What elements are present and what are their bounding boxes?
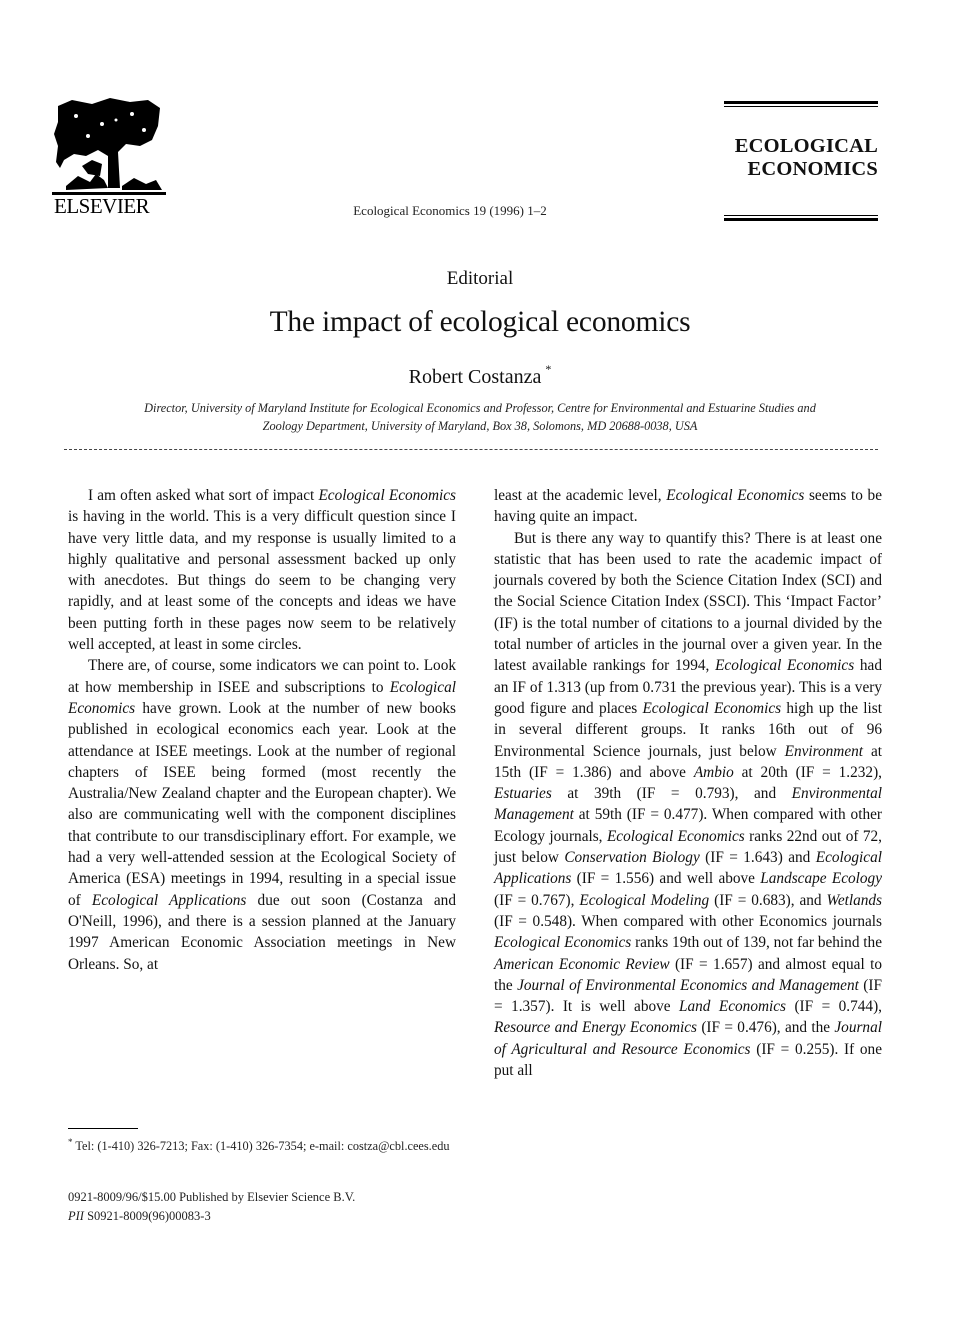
italic-reference: Ecological Modeling	[579, 891, 710, 909]
italic-reference: Ecological Economics	[318, 487, 456, 504]
text-run: at 20th (IF = 1.232),	[733, 763, 882, 781]
body-column-right	[494, 485, 882, 1081]
journal-citation: Ecological Economics 19 (1996) 1–2	[353, 203, 547, 218]
text-run: at 15th (IF = 1.386) and above	[494, 742, 882, 781]
author-name: Robert Costanza	[408, 366, 542, 388]
footnote-mark: *	[68, 1137, 73, 1147]
masthead-rule-bottom	[724, 215, 878, 221]
text-run: had an IF of 1.313 (up from 0.731 the previous year). This is a very good figure and places	[494, 657, 882, 717]
italic-reference: Ambio	[693, 763, 734, 781]
italic-reference: Environmental Management	[494, 785, 882, 824]
italic-reference: Conservation Biology	[564, 849, 700, 867]
italic-reference: Journal of Environmental Economics and Management	[517, 976, 859, 994]
text-run: at 39th (IF = 0.793), and	[551, 785, 792, 803]
elsevier-tree-icon	[52, 96, 166, 196]
text-run: ranks 19th out of 139, not far behind the	[631, 934, 882, 952]
text-run: due out soon (Costanza and O'Neill, 1996), and there is a session planned at the January 1997 American Economic Association meetings in New Orleans. So, at	[68, 891, 456, 973]
text-run: (IF = 0.683), and	[709, 891, 827, 909]
masthead-rule-top	[724, 101, 878, 107]
italic-reference: Ecological Economics	[494, 934, 632, 952]
footnote-text: Tel: (1-410) 326-7213; Fax: (1-410) 326-7354; e-mail: costza@cbl.cees.edu	[75, 1139, 450, 1154]
header-divider	[64, 449, 878, 450]
body-column-left	[68, 485, 456, 975]
text-run: (IF = 0.255). If one put all	[494, 1040, 882, 1080]
text-run: (IF = 0.476), and the	[697, 1019, 835, 1037]
text-run: I am often asked what sort of impact	[88, 487, 319, 504]
text-run: There are, of course, some indicators we can point to. Look at how membership in ISEE and subscriptions to	[68, 657, 456, 696]
author-affiliation	[64, 399, 896, 435]
text-run: ranks 22nd out of 72, just below	[494, 827, 882, 867]
section-label: Editorial	[446, 268, 514, 289]
body-paragraph	[494, 485, 882, 528]
text-run: (IF = 0.767),	[494, 891, 580, 909]
body-paragraph	[494, 528, 882, 1082]
text-run: at 59th (IF = 0.477). When compared with other Ecology journals,	[494, 806, 882, 845]
footnote-divider	[68, 1128, 138, 1129]
italic-reference: Ecological Economics	[715, 657, 855, 675]
italic-reference: Ecological Economics	[68, 678, 456, 717]
italic-reference: Estuaries	[494, 785, 552, 803]
text-run: high up the list in several different groups. It ranks 16th out of 96 Environmental Science journals, just below	[494, 699, 882, 760]
italic-reference: American Economic Review	[494, 955, 670, 973]
author-footnote	[68, 1133, 456, 1156]
italic-reference: Ecological Economics	[606, 827, 745, 845]
body-paragraph	[68, 655, 456, 974]
imprint-line: 0921-8009/96/$15.00 Published by Elsevier Science B.V.	[68, 1190, 356, 1204]
text-run: (IF = 1.357). It is well above	[494, 976, 882, 1016]
affiliation-line1: Director, University of Maryland Institute for Ecological Economics and Professor, Centre for Environmental and Estuarine Studies and	[144, 401, 816, 415]
pii-label: PII	[68, 1209, 84, 1223]
author-line	[0, 362, 960, 389]
italic-reference: Landscape Ecology	[760, 870, 882, 888]
journal-name	[724, 135, 878, 181]
pii-line	[68, 1207, 456, 1226]
text-run: (IF = 0.548). When compared with other Economics journals	[494, 912, 882, 930]
italic-reference: Ecological Economics	[642, 699, 782, 717]
text-run: But is there any way to quantify this? There is at least one statistic that has been used to rate the academic impact of journals covered by both the Science Citation Index (SCI) and the Social Science Citation Index (SSCI). This ‘Impact Factor’ (IF) is the total number of citations to a journal divided by the total number of articles in the journal over a given year. In the latest available rankings for 1994,	[494, 529, 882, 675]
italic-reference: Wetlands	[826, 891, 883, 909]
text-run: have grown. Look at the number of new books published in ecological economics each year. Look at the attendance at ISEE meetings. Look at the number of regional chapters of ISEE being formed (most recently the Australia/New Zealand chapter and the European chapter). We also are communicating well with the component disciplines that contribute to our transdisciplinary effort. For example, we had a very well-attended session at the Ecological Society of America (ESA) meetings in 1994, resulting in a special issue of	[68, 699, 456, 909]
author-footnote-mark[interactable]: *	[545, 362, 552, 376]
journal-name-line1: ECOLOGICAL	[734, 135, 878, 157]
italic-reference: Land Economics	[679, 998, 787, 1016]
pii-value: S0921-8009(96)00083-3	[87, 1209, 211, 1223]
italic-reference: Ecological Applications	[494, 849, 882, 888]
text-run: (IF = 0.744),	[786, 998, 882, 1016]
italic-reference: Journal of Agricultural and Resource Economics	[494, 1019, 882, 1058]
journal-masthead	[724, 101, 878, 221]
text-run: seems to be having quite an impact.	[494, 487, 882, 526]
publisher-name: ELSEVIER	[54, 194, 150, 218]
affiliation-line2: Zoology Department, University of Maryland, Box 38, Solomons, MD 20688-0038, USA	[262, 419, 698, 433]
italic-reference: Environment	[784, 742, 864, 760]
text-run: (IF = 1.556) and well above	[571, 870, 761, 888]
text-run: (IF = 1.657) and almost equal to the	[494, 955, 882, 994]
italic-reference: Ecological Economics	[666, 487, 805, 504]
text-run: (IF = 1.643) and	[699, 849, 816, 867]
imprint	[68, 1188, 456, 1226]
article-title: The impact of ecological economics	[269, 306, 691, 338]
publisher-logo	[52, 96, 170, 219]
italic-reference: Ecological Applications	[91, 891, 247, 909]
journal-name-line2: ECONOMICS	[747, 158, 878, 180]
text-run: is having in the world. This is a very difficult question since I have very little data, and my response is usually limited to a highly qualitative and personal assessment backed up only with anecdotes. But things do seem to be changing very rapidly, and at least some of the concepts and ideas we have been putting forth in these pages now seem to be relatively well accepted, at least in some circles.	[68, 508, 456, 654]
italic-reference: Resource and Energy Economics	[494, 1019, 697, 1037]
text-run: least at the academic level,	[494, 487, 667, 504]
body-paragraph	[68, 485, 456, 655]
